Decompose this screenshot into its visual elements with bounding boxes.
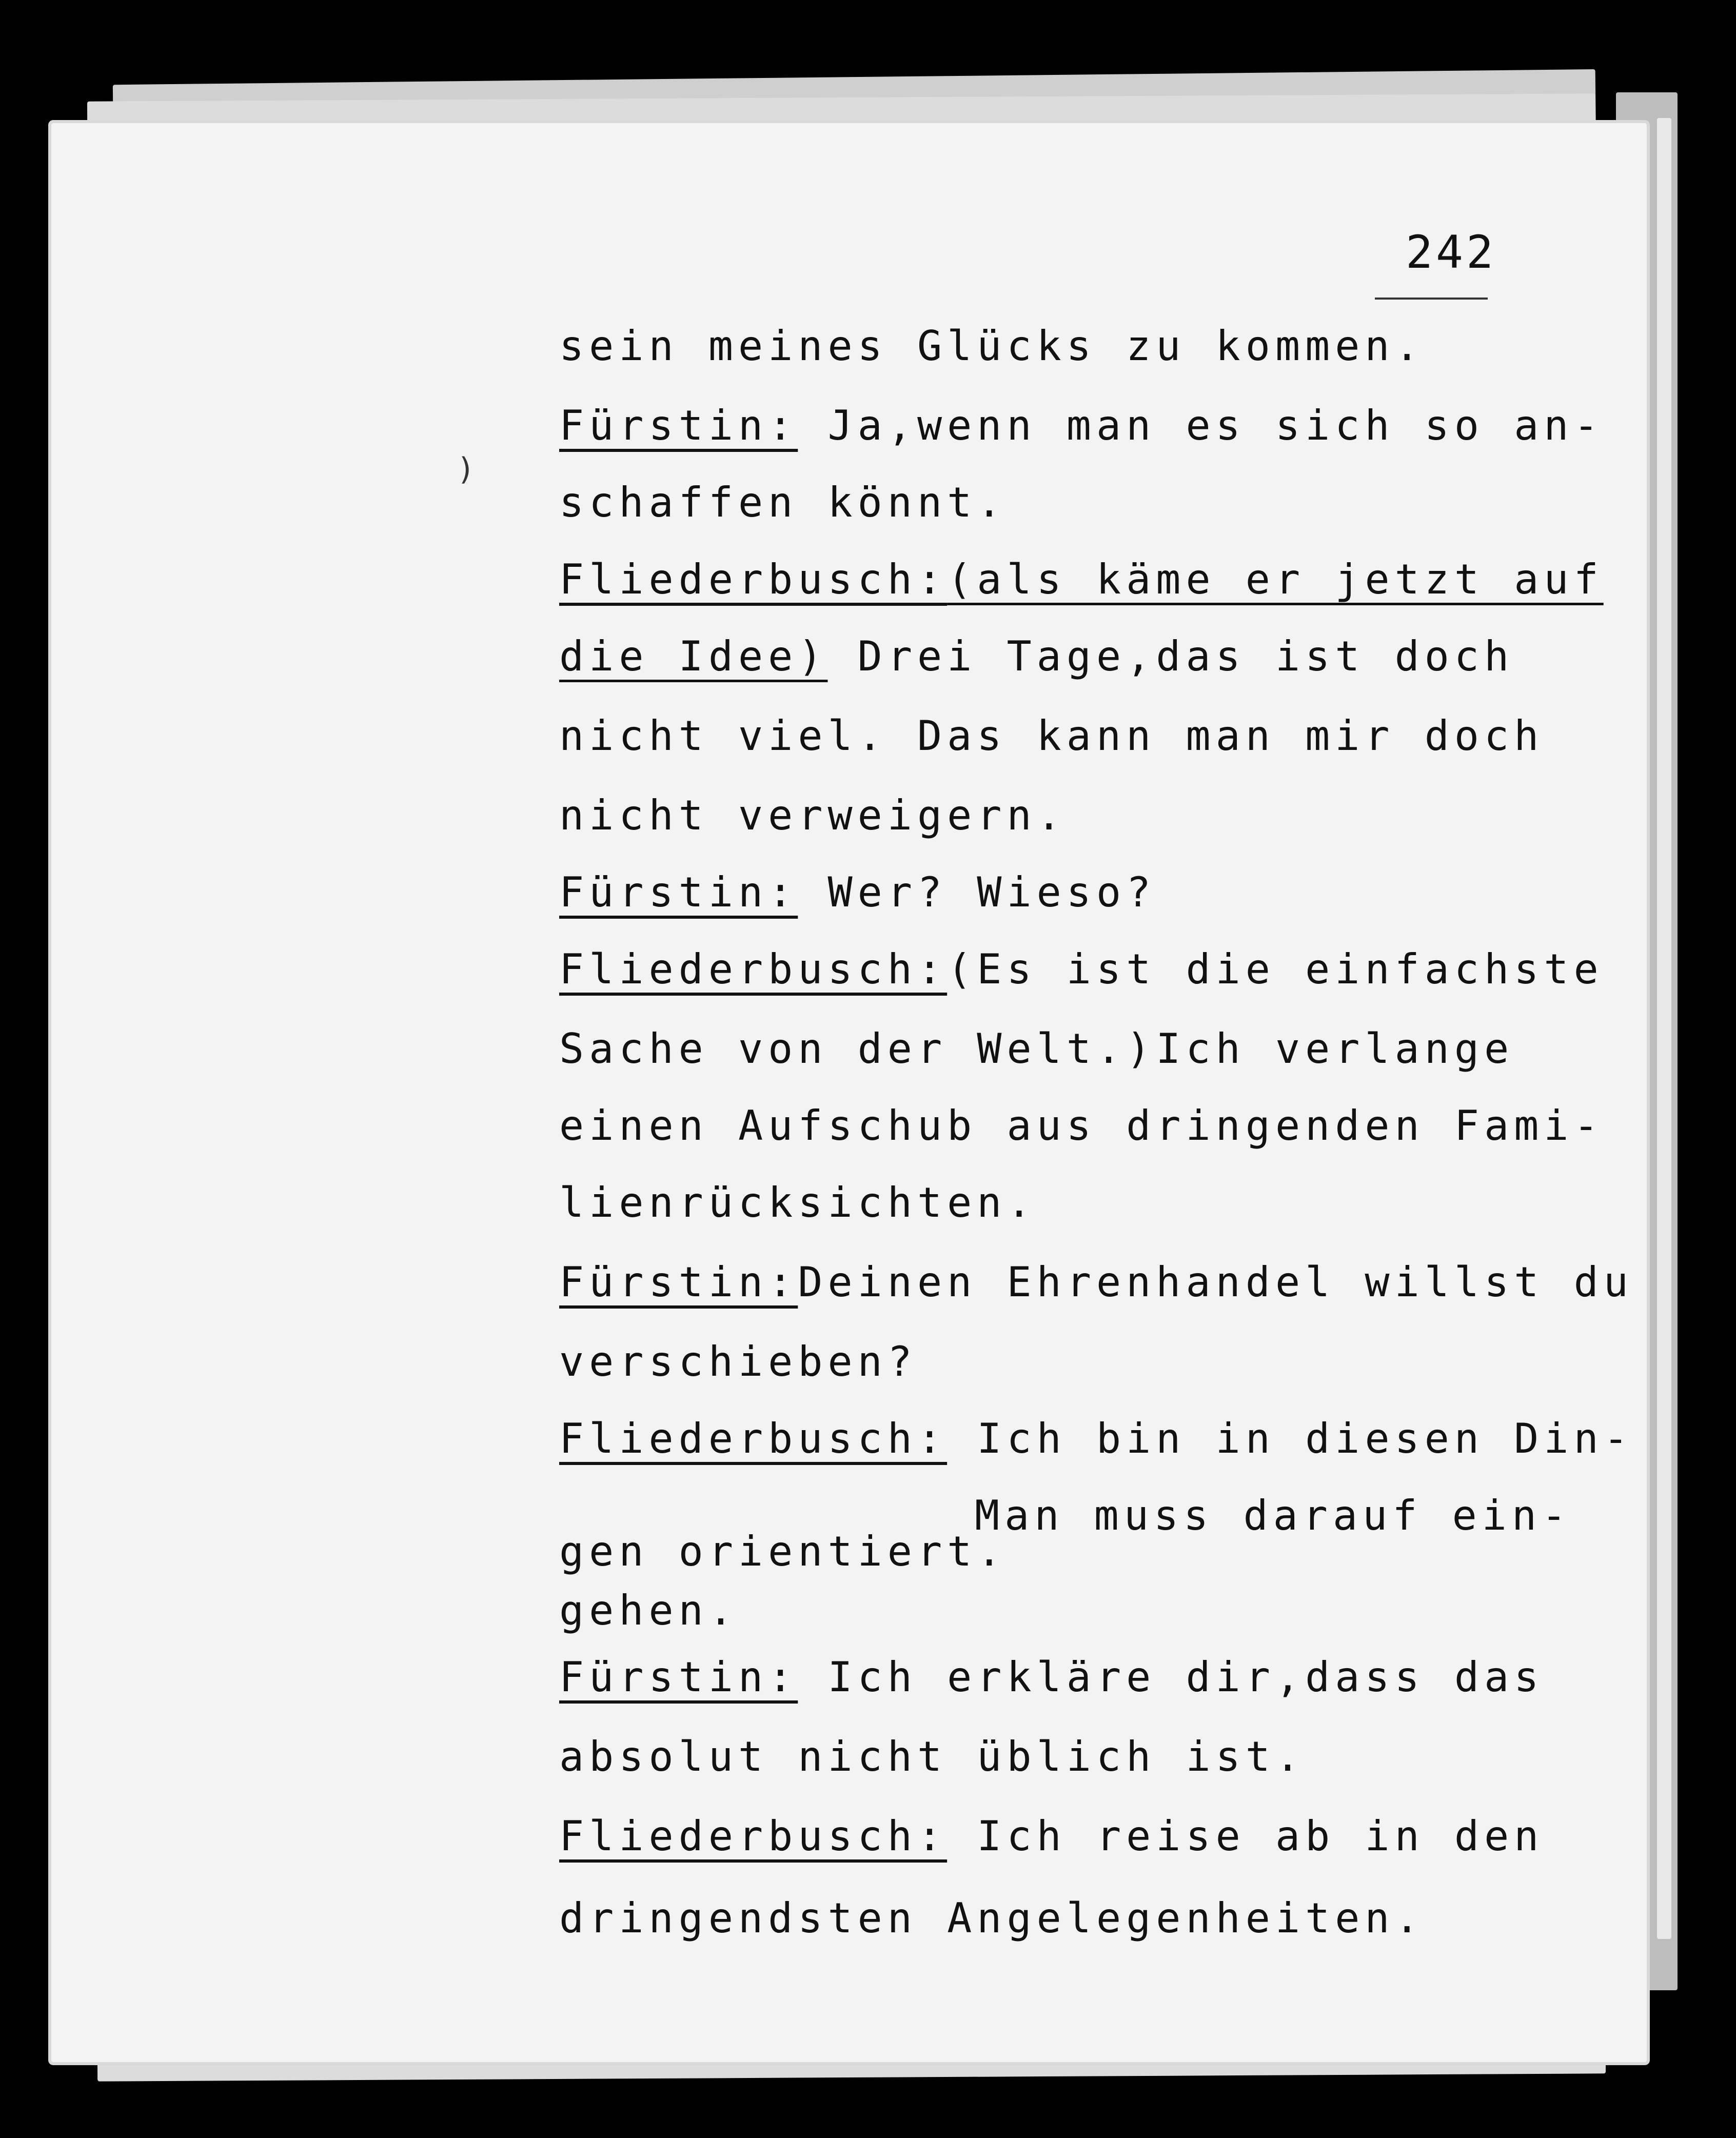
text-line: gehen.: [559, 1587, 738, 1634]
text-line: Fürstin:Deinen Ehrenhandel willst du: [559, 1258, 1633, 1306]
text-line: [559, 556, 1604, 603]
text-line: nicht viel. Das kann man mir doch: [559, 712, 1544, 760]
stage-direction: die Idee): [559, 632, 828, 680]
speaker-name: Fliederbusch:: [559, 556, 948, 603]
inserted-text-line: Man muss darauf ein-: [975, 1492, 1572, 1539]
text-line: Fliederbusch: Ich reise ab in den: [559, 1812, 1544, 1860]
speaker-name: Fürstin:: [559, 402, 798, 449]
text-line: Sache von der Welt.)Ich verlange: [559, 1025, 1514, 1073]
speaker-name: Fürstin:: [559, 1258, 798, 1306]
speaker-name: Fliederbusch:: [559, 1415, 948, 1462]
text-line: Fürstin: Wer? Wieso?: [559, 868, 1156, 916]
text-line: verschieben?: [559, 1338, 917, 1385]
text-line: Fürstin: Ja,wenn man es sich so an-: [559, 402, 1604, 449]
speaker-name: Fliederbusch:: [559, 945, 948, 993]
text-line: lienrücksichten.: [559, 1179, 1037, 1226]
text-line: Fürstin: Ich erkläre dir,dass das: [559, 1653, 1544, 1701]
text-line: nicht verweigern.: [559, 791, 1067, 839]
text-line: die Idee) Drei Tage,das ist doch: [559, 632, 1514, 680]
text-line: schaffen könnt.: [559, 479, 1007, 526]
speaker-name: Fürstin:: [559, 868, 798, 916]
text-line: Fliederbusch: Ich bin in diesen Din-: [559, 1415, 1633, 1462]
text-line: dringendsten Angelegenheiten.: [559, 1894, 1425, 1942]
page-number-rule: [1375, 298, 1488, 300]
page-number: 242: [1406, 226, 1496, 279]
paper-sheet-edge: [1657, 118, 1671, 1939]
speaker-name: Fürstin:: [559, 1653, 798, 1701]
text-line: absolut nicht üblich ist.: [559, 1733, 1306, 1780]
text-line: sein meines Glücks zu kommen.: [559, 322, 1425, 370]
text-line: gen orientiert.: [559, 1528, 1007, 1575]
text-line: Fliederbusch:(Es ist die einfachste: [559, 945, 1604, 993]
speaker-name: Fliederbusch:: [559, 1812, 948, 1860]
margin-mark: ): [457, 451, 476, 487]
text-line: einen Aufschub aus dringenden Fami-: [559, 1102, 1604, 1150]
stage-direction: (als käme er jetzt auf: [947, 556, 1604, 603]
